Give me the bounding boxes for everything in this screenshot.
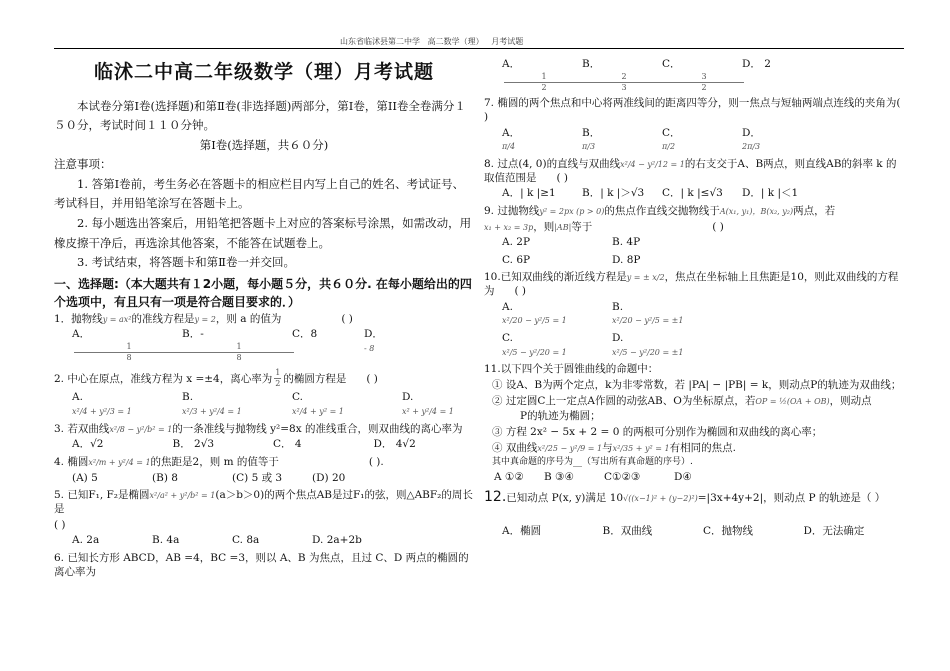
q3-options [72,438,474,452]
q8-option-a[interactable]: A．| k |≥1 [502,187,556,200]
intro-paragraph: 本试卷分第Ⅰ卷(选择题)和第Ⅱ卷(非选择题)两部分，第Ⅰ卷，第II卷全卷满分１５０分，考试时间１１０分钟。 [54,98,466,133]
q10-options-row2 [502,332,904,359]
notice-3: 3. 考试结束，将答题卡和第Ⅱ卷一并交回。 [77,255,295,270]
q11-option-c[interactable]: C①②③ [604,470,641,483]
q9-options-row1 [502,236,904,250]
q3-option-d[interactable]: D． 4√2 [373,438,416,451]
q12-option-a[interactable]: A．椭圆 [502,524,542,537]
q2-option-b[interactable]: B. x²/3 + y²/4 = 1 [182,391,242,417]
q8-options [502,187,904,201]
q12-option-c[interactable]: C．抛物线 [703,524,754,537]
q10-option-d[interactable]: D. x²/5 − y²/20 = ±1 [612,332,684,357]
right-column [484,52,904,542]
q10-option-c[interactable]: C. x²/5 − y²/20 = 1 [502,332,567,357]
question-3: 3. 若双曲线x²/8 − y²/b² = 1的一条准线与抛物线 y²=8x 的准线重合，则双曲线的离心率为 [54,422,463,435]
q11-options [494,471,904,485]
q6-option-a[interactable]: A． $\frac{1}{2}$ [502,58,582,93]
q6-option-b[interactable]: B． $\frac{2}{3}$ [582,58,662,93]
q12-option-d[interactable]: D．无法确定 [803,524,865,537]
notice-heading: 注意事项： [54,157,112,172]
q1-option-d[interactable]: D．- 8 [364,328,383,353]
q9-option-b[interactable]: B. 4P [612,236,641,249]
q5-option-b[interactable]: B. 4a [152,534,180,547]
q2-option-d[interactable]: D. x² + y²/4 = 1 [402,391,454,417]
q11-ask: 其中真命题的序号为__（写出所有真命题的序号）. [492,457,693,468]
q2-options [72,391,474,418]
q7-option-a[interactable]: A． π/4 [502,126,521,152]
q7-option-d[interactable]: D． 2π/3 [742,126,761,152]
question-12: 12.已知动点 P(x, y)满足 10√((x−1)² + (y−2)²)=|3x+4y+2|，则动点 P 的轨迹是（ ） [484,489,886,506]
q4-option-d[interactable]: (D) 20 [312,471,346,484]
q11-item-3: ③ 方程 2x² − 5x + 2 = 0 的两根可分别作为椭圆和双曲线的离心率； [492,425,823,438]
q11-item-2: ② 过定圆C上一定点A作圆的动弦AB、O为坐标原点，若OP = ½(OA + OB)，则动点 [492,394,872,407]
q5-option-a[interactable]: A. 2a [72,534,100,547]
section-heading: 一、选择题:（本大题共有１2小题，每小题５分，共６０分. 在每小题给出的四个选项中，有且只有一项是符合题目要求的．） [54,276,472,309]
q11-item-4: ④ 双曲线x²/25 − y²/9 = 1与x²/35 + y² = 1有相同的焦点. [492,441,736,454]
q3-option-b[interactable]: B． 2√3 [172,438,215,451]
q3-option-a[interactable]: A．√2 [72,438,104,451]
q1-option-a[interactable]: A． $\frac{1}{8}$ [72,328,182,363]
q5-option-d[interactable]: D. 2a+2b [312,534,362,547]
q5-options [72,534,474,548]
q5-option-c[interactable]: C. 8a [232,534,260,547]
q12-option-b[interactable]: B．双曲线 [602,524,653,537]
q8-option-c[interactable]: C．| k |≤√3 [662,187,723,200]
q1-options [72,328,474,363]
question-6: 6. 已知长方形 ABCD，AB =4，BC =3，则以 A、B 为焦点，且过 C、D 两点的椭圆的离心率为 [54,551,469,578]
exam-title: 临沭二中高二年级数学（理）月考试题 [93,61,434,83]
question-9: 9. 过抛物线y² = 2px (p > 0)的焦点作直线交抛物线于A(x₁, y₁)，B(x₂, y₂)两点，若 [484,204,836,217]
q9-option-d[interactable]: D. 8P [612,253,641,266]
q10-option-b[interactable]: B. x²/20 − y²/5 = ±1 [612,300,684,326]
q12-options [502,525,904,539]
question-10: 10.已知双曲线的渐近线方程是y = ± x/2，焦点在坐标轴上且焦距是10，则此双曲线的方程为 ( ) [484,271,899,298]
question-2: 2. 中心在原点，准线方程为 x =±4，离心率为 $\frac{1}{2}$ 的椭圆方程是 ( ) [54,367,378,389]
q4-option-c[interactable]: (C) 5 或 3 [232,471,283,484]
left-column [54,52,474,581]
q11-item-1: ① 设A、B为两个定点，k为非零常数，若 |PA| − |PB| = k，则动点P的轨迹为双曲线； [492,378,902,391]
q9-option-a[interactable]: A. 2P [502,236,531,249]
q4-option-b[interactable]: (B) 8 [152,471,178,484]
q5-paren: ( ) [54,518,66,531]
q9-condition: x₁ + x₂ = 3p，则|AB|等于 ( ) [484,220,724,233]
question-4: 4. 椭圆x²/m + y²/4 = 1的焦距是2，则 m 的值等于 ( ). [54,456,384,469]
q11-option-d[interactable]: D④ [674,470,692,483]
notice-2: 2. 每小题选出答案后，用铅笔把答题卡上对应的答案标号涂黑，如需改动，用橡皮擦干净后，再选涂其他答案，不能答在试题卷上。 [54,215,472,250]
q3-option-c[interactable]: C． 4 [273,438,302,451]
q6-option-d[interactable]: D． 2 [742,58,771,70]
q10-option-a[interactable]: A. x²/20 − y²/5 = 1 [502,300,567,326]
q2-option-c[interactable]: C. x²/4 + y² = 1 [292,391,344,417]
q1-option-b[interactable]: B．- $\frac{1}{8}$ [182,328,292,363]
question-5: 5. 已知F₁, F₂是椭圆x²/a² + y²/b² = 1(a＞b＞0)的两个焦点AB是过F₁的弦，则△ABF₂的周长是 [54,489,473,515]
q7-option-b[interactable]: B． π/3 [582,126,601,152]
notice-1: 1. 答第Ⅰ卷前，考生务必在答题卡的相应栏目内写上自己的姓名、考试证号、考试科目，并用铅笔涂写在答题卡上。 [54,176,465,211]
q6-options [502,58,904,93]
page-header: 山东省临沭县第二中学 高二数学（理） 月考试题 [340,37,524,46]
q9-options-row2 [502,254,904,268]
q9-option-c[interactable]: C. 6P [502,253,531,266]
part1-heading: 第Ⅰ卷(选择题，共６０分) [199,137,329,152]
q8-option-d[interactable]: D．| k |＜1 [742,187,799,200]
question-11: 11.以下四个关于圆锥曲线的命题中： [484,363,659,376]
header-rule [54,48,904,49]
q4-options [72,472,474,486]
q4-option-a[interactable]: (A) 5 [72,471,98,484]
q11-option-a[interactable]: A ①② [494,470,524,483]
q10-options-row1 [502,301,904,328]
q1-option-c[interactable]: C．8 [292,328,318,341]
q7-options [502,127,904,154]
q11-item-2-cont: P的轨迹为椭圆； [520,410,601,423]
q8-option-b[interactable]: B．| k |＞√3 [582,187,645,200]
question-8: 8. 过点(4, 0)的直线与双曲线x²/4 − y²/12 = 1的右支交于A、B两点，则直线AB的斜率 k 的取值范围是 ( ) [484,157,897,184]
question-7: 7. 椭圆的两个焦点和中心将两准线间的距离四等分，则一焦点与短轴两端点连线的夹角为( ) [484,97,901,124]
question-1: 1．抛物线y = ax²的准线方程是y = 2，则 a 的值为 ( ) [54,312,353,325]
q6-option-c[interactable]: C． $\frac{3}{2}$ [662,58,742,93]
q7-option-c[interactable]: C． π/2 [662,126,681,152]
q2-option-a[interactable]: A. x²/4 + y²/3 = 1 [72,391,132,417]
q11-option-b[interactable]: B ③④ [544,470,574,483]
